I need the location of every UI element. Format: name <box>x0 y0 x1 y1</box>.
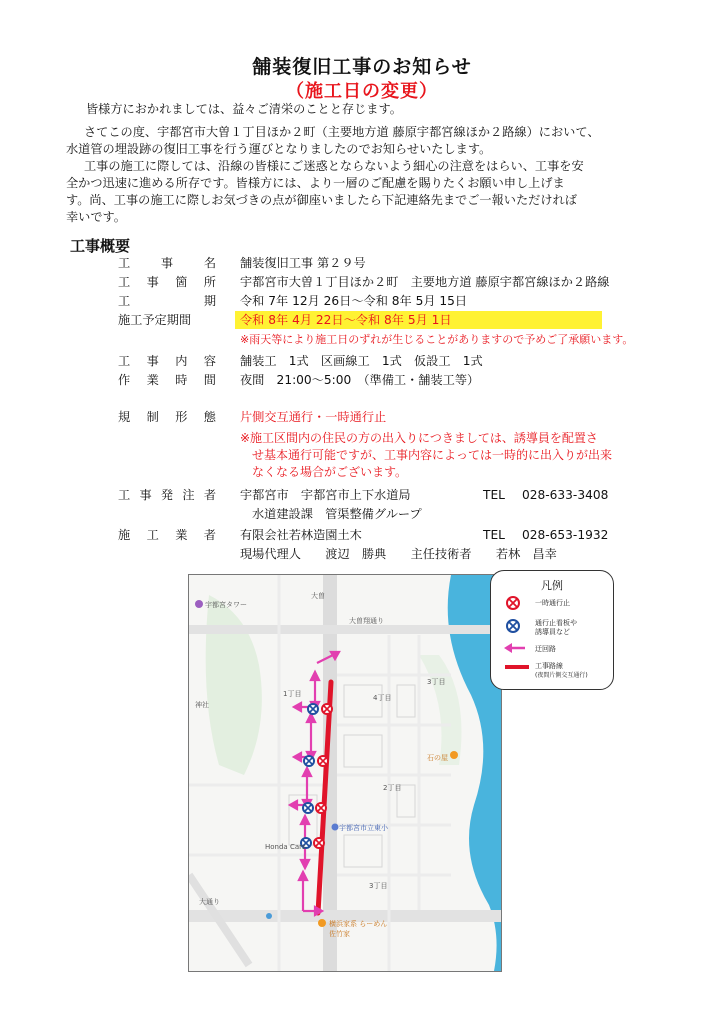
label-schedule: 施工予定期間 <box>118 313 192 327</box>
map-label-school: 宇都宮市立東小 <box>339 824 388 832</box>
map-label-avenue: 大通り <box>199 898 220 906</box>
map-label-shrine: 神社 <box>195 701 209 709</box>
map-label-block: 3丁目 <box>369 882 388 890</box>
legend-item-guard-line: 通行止看板や <box>535 619 577 627</box>
value-contractor: 有限会社若林造園土木 <box>240 528 362 542</box>
regulation-note <box>240 430 612 481</box>
notice-line: 工事の施工に際しては、沿線の皆様にご迷惑とならないよう細心の注意をはらい、工事を安 <box>84 159 584 173</box>
client-department: 水道建設課 管渠整備グループ <box>252 507 422 521</box>
legend-item-route-line: 工事路線 <box>535 662 563 670</box>
label-regulation: 規 制 形 態 <box>118 410 216 424</box>
label-contractor: 施 工 業 者 <box>118 528 216 542</box>
contractor-tel-label: TEL <box>483 528 505 542</box>
regulation-note-line: ※施工区間内の住民の方の出入りにつきましては、誘導員を配置さ <box>240 431 598 445</box>
map-label-street: 大曽翔通り <box>349 617 384 625</box>
page-title: 舗装復旧工事のお知らせ <box>252 56 472 78</box>
intro-paragraph <box>66 124 656 158</box>
value-period: 令和 7年 12月 26日～令和 8年 5月 15日 <box>240 294 468 308</box>
contractor-tel: 028-653-1932 <box>522 528 609 542</box>
client-tel: 028-633-3408 <box>522 488 609 502</box>
legend-symbols <box>501 595 531 685</box>
label-content: 工 事 内 容 <box>118 354 216 368</box>
label-period: 工 期 <box>118 294 216 308</box>
map-label-tower: 宇都宮タワー <box>205 601 247 609</box>
label-hours: 作 業 時 間 <box>118 373 216 387</box>
map-label-dealer: Honda Cars <box>265 843 306 851</box>
map-label-block: 2丁目 <box>383 784 402 792</box>
schedule-note: ※雨天等により施工日のずれが生じることがありますので予めご了承願います。 <box>240 333 634 346</box>
greeting-paragraph: 皆様方におかれましては、益々ご清栄のことと存じます。 <box>86 102 402 116</box>
value-client: 宇都宮市 宇都宮市上下水道局 <box>240 488 411 502</box>
client-tel-label: TEL <box>483 488 505 502</box>
guard-icon <box>507 620 519 632</box>
value-hours: 夜間 21:00～5:00 （準備工・舗装工等） <box>240 373 480 387</box>
map-label-poi: 石の屋 <box>427 754 448 762</box>
value-content: 舗装工 1式 区画線工 1式 仮設工 1式 <box>240 354 483 368</box>
legend-item-detour: 迂回路 <box>535 645 556 653</box>
label-location: 工 事 箇 所 <box>118 275 216 289</box>
legend-item-closure: 一時通行止 <box>535 599 570 607</box>
notice-paragraph <box>66 158 656 226</box>
value-location: 宇都宮市大曽１丁目ほか２町 主要地方道 藤原宇都宮線ほか２路線 <box>240 275 610 289</box>
overview-heading: 工事概要 <box>70 237 131 255</box>
map-label-osone: 大曽 <box>311 592 325 600</box>
no-entry-icon <box>507 597 519 609</box>
notice-line: 全かつ迅速に進める所存です。皆様方には、より一層のご配慮を賜りたくお願い申し上げま <box>66 176 565 190</box>
intro-line: 水道管の埋設跡の復旧工事を行う運びとなりましたのでお知らせいたします。 <box>66 142 492 156</box>
notice-line: 幸いです。 <box>66 210 126 224</box>
value-schedule: 令和 8年 4月 22日～令和 8年 5月 1日 <box>235 311 602 329</box>
label-work-name: 工 事 名 <box>118 256 216 270</box>
legend-item-route <box>535 662 588 680</box>
map-graphic <box>189 575 501 971</box>
site-agent-line: 現場代理人 渡辺 勝典 主任技術者 若林 昌幸 <box>240 547 557 561</box>
page-subtitle: （施工日の変更） <box>286 81 438 102</box>
intro-line: さてこの度、宇都宮市大曽１丁目ほか２町（主要地方道 藤原宇都宮線ほか２路線）において、 <box>84 125 600 139</box>
map-label-block: 1丁目 <box>283 690 302 698</box>
map-legend <box>490 570 614 690</box>
route-map <box>188 574 502 972</box>
map-label-ramen: 横浜家系 らーめん 佐竹家 <box>329 920 388 938</box>
label-client: 工 事 発 注 者 <box>118 488 216 502</box>
value-work-name: 舗装復旧工事 第２９号 <box>240 256 366 270</box>
map-label-block: 4丁目 <box>373 694 392 702</box>
regulation-note-line: なくなる場合がございます。 <box>252 465 408 479</box>
legend-title: 凡例 <box>541 579 563 592</box>
legend-item-route-sub: (夜間片側交互通行) <box>535 672 588 679</box>
legend-item-guard-line: 誘導員など <box>535 628 570 636</box>
notice-line: す。尚、工事の施工に際しお気づきの点が御座いましたら下記連絡先までご一報いただければ <box>66 193 577 207</box>
value-regulation: 片側交互通行・一時通行止 <box>240 410 387 424</box>
map-label-block: 3丁目 <box>427 678 446 686</box>
regulation-note-line: せ基本通行可能ですが、工事内容によっては一時的に出入りが出来 <box>252 448 613 462</box>
arrow-left-icon <box>504 643 525 653</box>
legend-item-guard <box>535 619 577 637</box>
